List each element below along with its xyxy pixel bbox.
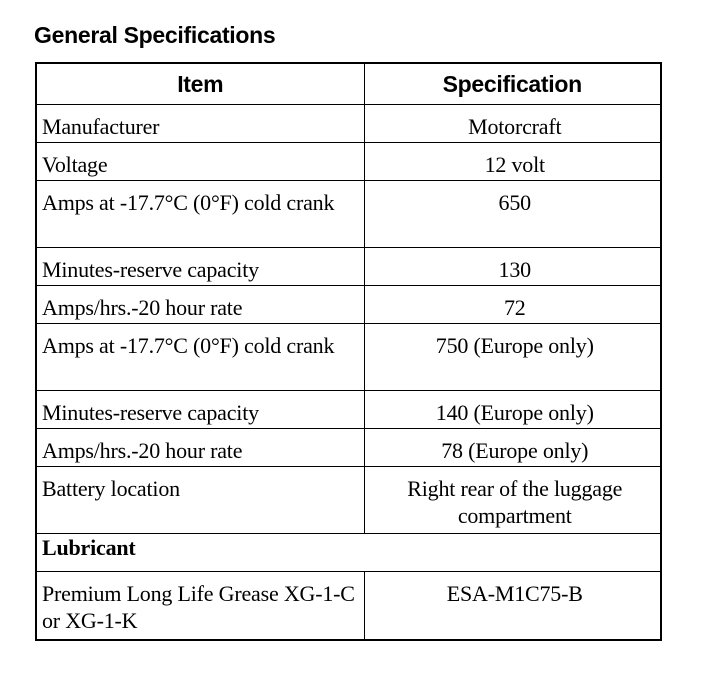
spec-cell: 12 volt	[364, 143, 661, 181]
spec-cell: Motorcraft	[364, 105, 661, 143]
page-title: General Specifications	[34, 22, 276, 48]
item-cell: Amps/hrs.-20 hour rate	[36, 286, 364, 324]
spec-cell: 72	[364, 286, 661, 324]
item-cell: Voltage	[36, 143, 364, 181]
column-header-specification: Specification	[364, 63, 661, 105]
item-cell: Premium Long Life Grease XG-1-C or XG-1-K	[36, 572, 364, 640]
item-cell: Manufacturer	[36, 105, 364, 143]
table-row	[36, 286, 661, 324]
table-row	[36, 429, 661, 467]
spec-cell: 650	[364, 181, 661, 248]
section-row	[36, 534, 661, 572]
spec-cell: 140 (Europe only)	[364, 391, 661, 429]
table-row	[36, 248, 661, 286]
table-header-row	[36, 63, 661, 105]
item-cell: Minutes-reserve capacity	[36, 248, 364, 286]
table-row	[36, 572, 661, 640]
table-row	[36, 467, 661, 534]
table-row	[36, 181, 661, 248]
item-cell: Battery location	[36, 467, 364, 534]
spec-cell: 750 (Europe only)	[364, 324, 661, 391]
item-cell: Amps/hrs.-20 hour rate	[36, 429, 364, 467]
table-row	[36, 391, 661, 429]
column-header-item: Item	[36, 63, 364, 105]
spec-cell: 78 (Europe only)	[364, 429, 661, 467]
table-row	[36, 324, 661, 391]
item-cell: Amps at -17.7°C (0°F) cold crank	[36, 181, 364, 248]
item-cell: Amps at -17.7°C (0°F) cold crank	[36, 324, 364, 391]
spec-cell: ESA-M1C75-B	[364, 572, 661, 640]
item-cell: Minutes-reserve capacity	[36, 391, 364, 429]
section-header-lubricant: Lubricant	[36, 534, 661, 572]
spec-cell: Right rear of the luggage compartment	[364, 467, 661, 534]
table-row	[36, 143, 661, 181]
general-specifications-table	[35, 62, 662, 641]
spec-cell: 130	[364, 248, 661, 286]
table-row	[36, 105, 661, 143]
